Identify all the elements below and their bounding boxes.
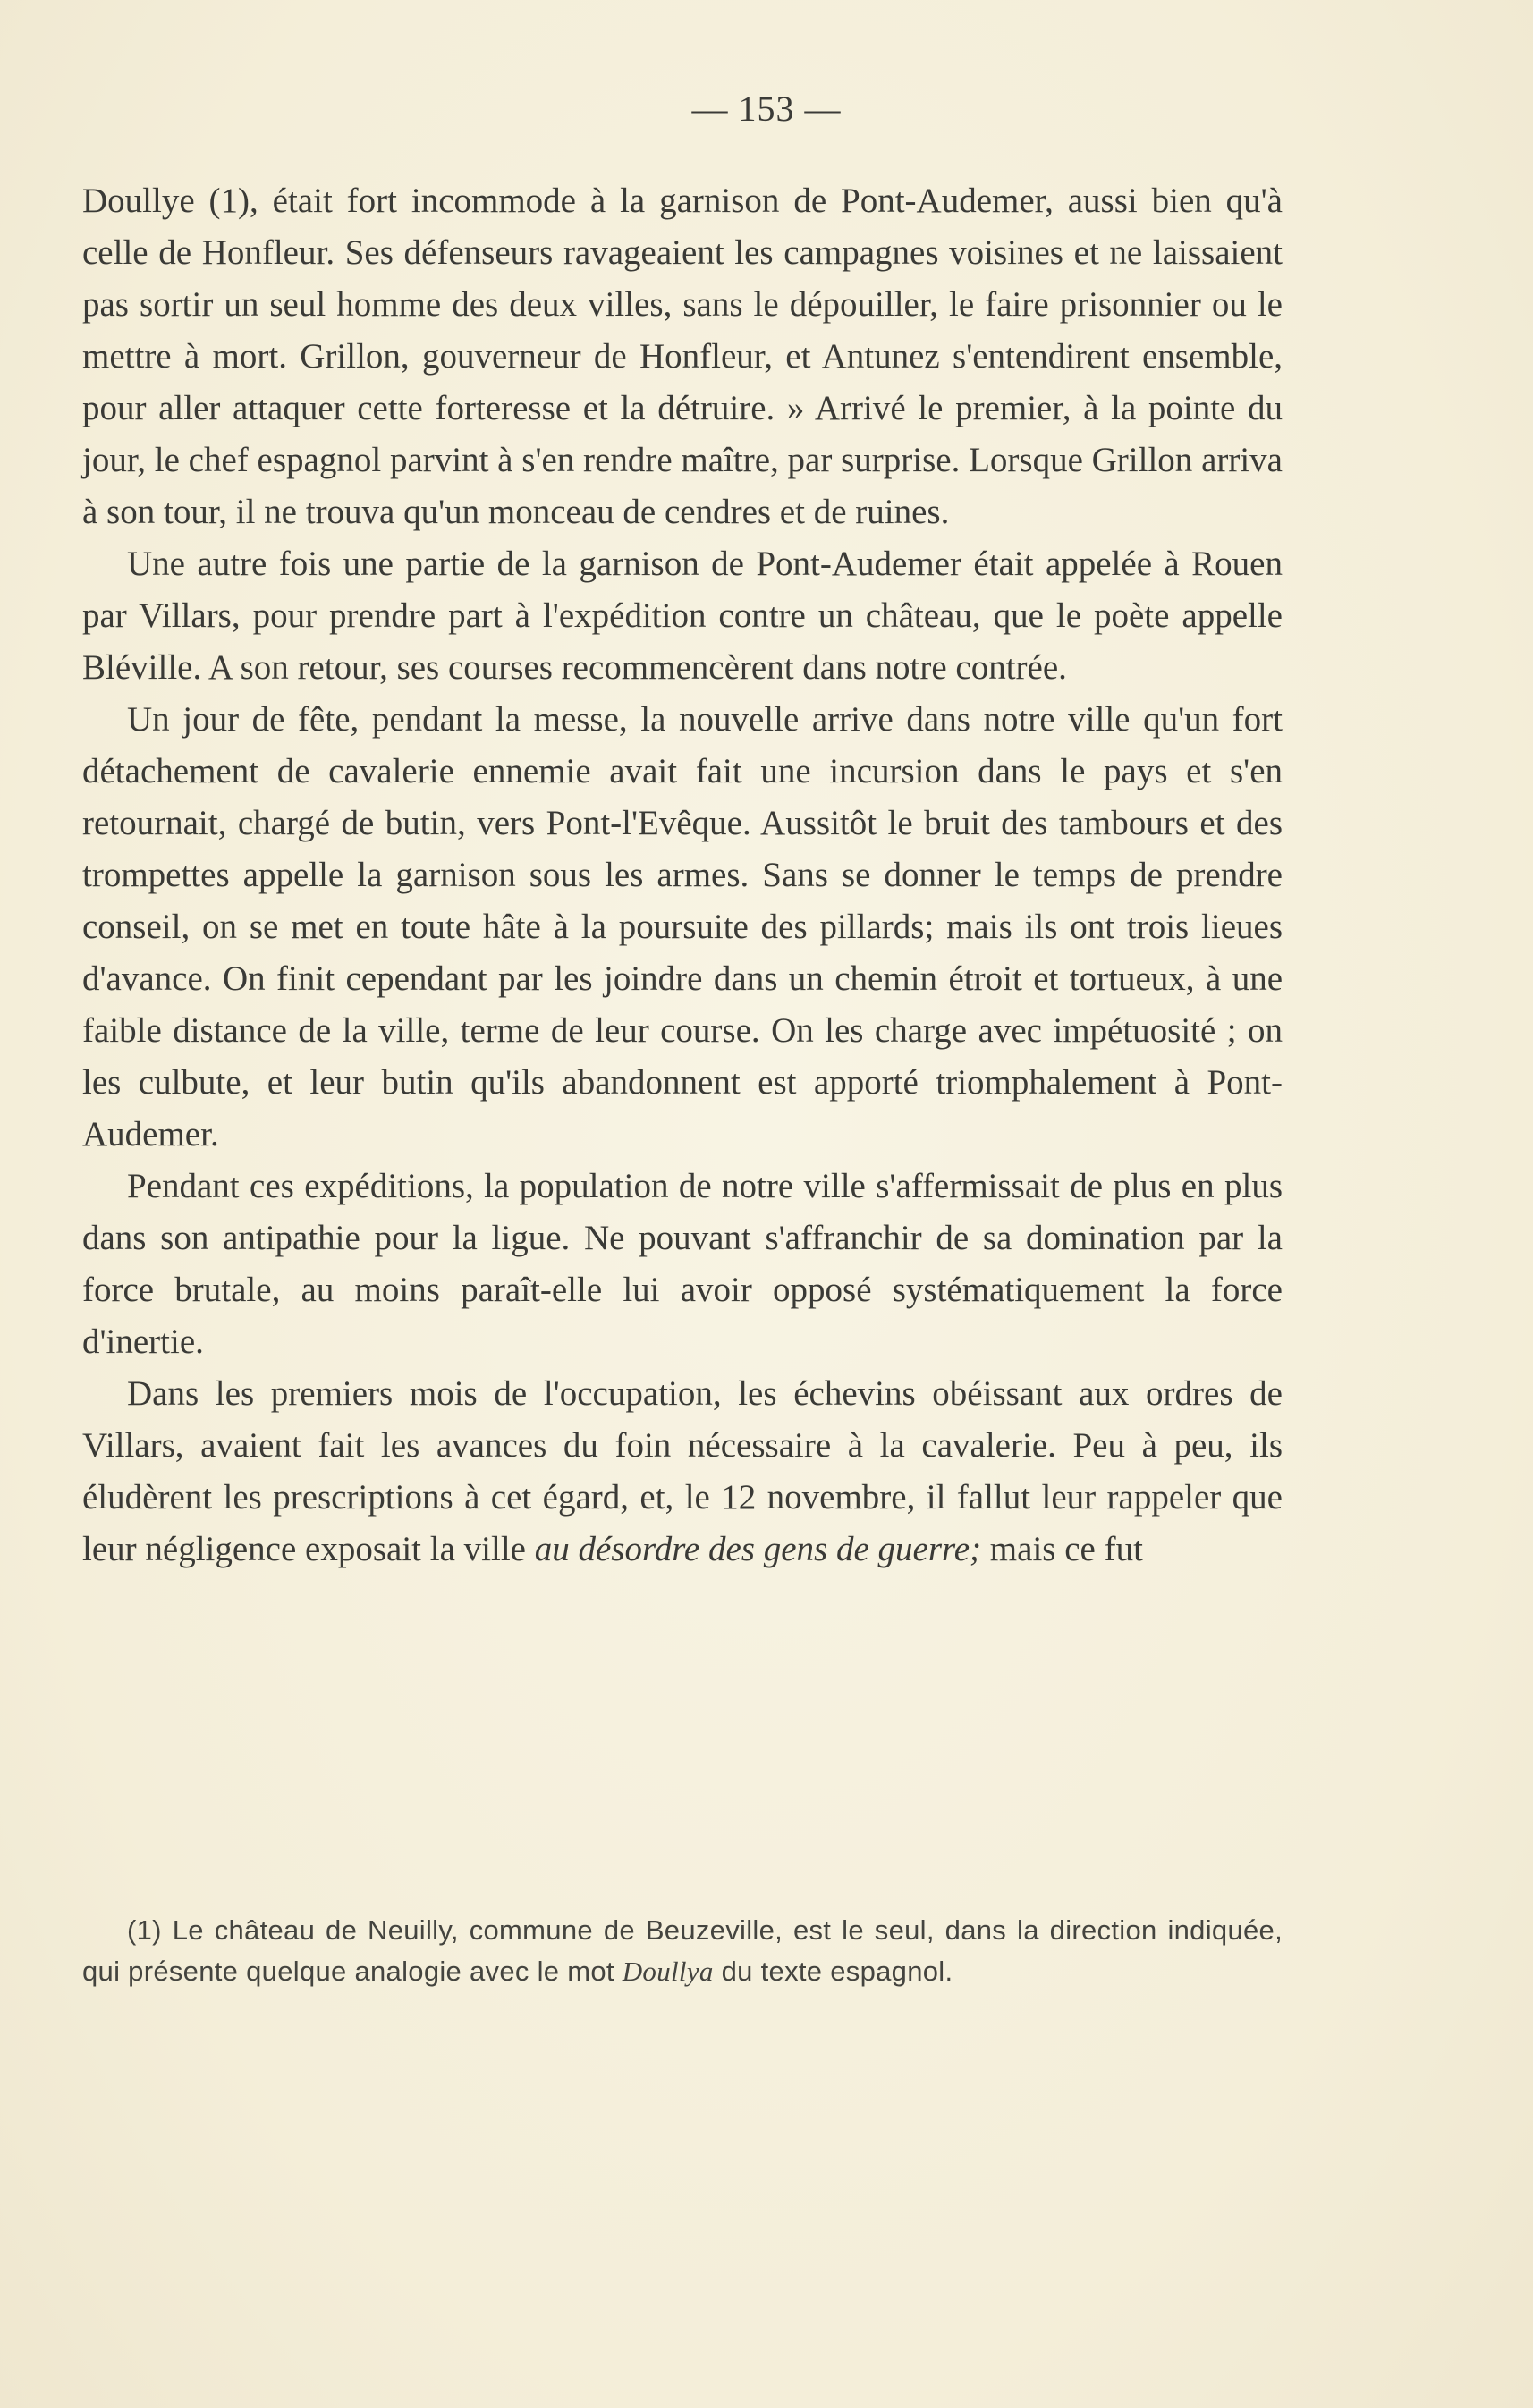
paragraph-4: Pendant ces expéditions, la population de notre ville s'affermissait de plus en plus dans son antipathie pour la ligue. Ne pouvant s'affranchir de sa domination par la force brutale, au moins paraît-elle lui avoir opposé systématiquement la force d'inertie. <box>82 1167 1283 1361</box>
paragraph-5-italic: au désordre des gens de guerre; <box>534 1530 982 1568</box>
page-number: — 153 — <box>691 89 842 129</box>
paragraph-5-text: Dans les premiers mois de l'occupation, les échevins obéissant aux ordres de Villars, avaient fait les avances du foin nécessaire à la cavalerie. Peu à peu, ils éludèrent les prescriptions à cet égard, et, le 12 novembre, il fallut leur rappeler que leur négligence exposait la ville <box>82 1374 1283 1568</box>
paragraph-3: Un jour de fête, pendant la messe, la nouvelle arrive dans notre ville qu'un fort détachement de cavalerie ennemie avait fait une incursion dans le pays et s'en retournait, chargé de butin, vers Pont-l'Evêque. Aussitôt le bruit des tambours et des trompettes appelle la garnison sous les armes. Sans se donner le temps de prendre conseil, on se met en toute hâte à la poursuite des pillards; mais ils ont trois lieues d'avance. On finit cependant par les joindre dans un chemin étroit et tortueux, à une faible distance de la ville, terme de leur course. On les charge avec impétuosité ; on les culbute, et leur butin qu'ils abandonnent est apporté triomphalement à Pont-Audemer. <box>82 700 1283 1153</box>
footnote-italic: Doullya <box>622 1956 714 1987</box>
footnote <box>82 1910 1283 1992</box>
paragraph-5 <box>82 1368 1283 1576</box>
paragraph-2: Une autre fois une partie de la garnison de Pont-Audemer était appelée à Rouen par Villars, pour prendre part à l'expédition contre un château, que le poète appelle Bléville. A son retour, ses courses recommencèrent dans notre contrée. <box>82 545 1283 687</box>
paragraph-5-end: mais ce fut <box>981 1530 1143 1568</box>
footnote-text: (1) Le château de Neuilly, commune de Beuzeville, est le seul, dans la direction indiquée, qui présente quelque analogie avec le mot <box>82 1914 1283 1987</box>
paragraph-1: Doullye (1), était fort incommode à la garnison de Pont-Audemer, aussi bien qu'à celle de Honfleur. Ses défenseurs ravageaient les campagnes voisines et ne laissaient pas sortir un seul homme des deux villes, sans le dépouiller, le faire prisonnier ou le mettre à mort. Grillon, gouverneur de Honfleur, et Antunez s'entendirent ensemble, pour aller attaquer cette forteresse et la détruire. » Arrivé le premier, à la pointe du jour, le chef espagnol parvint à s'en rendre maître, par surprise. Lorsque Grillon arriva à son tour, il ne trouva qu'un monceau de cendres et de ruines. <box>82 182 1283 531</box>
main-text <box>82 175 1283 1576</box>
footnote-end: du texte espagnol. <box>713 1956 953 1987</box>
